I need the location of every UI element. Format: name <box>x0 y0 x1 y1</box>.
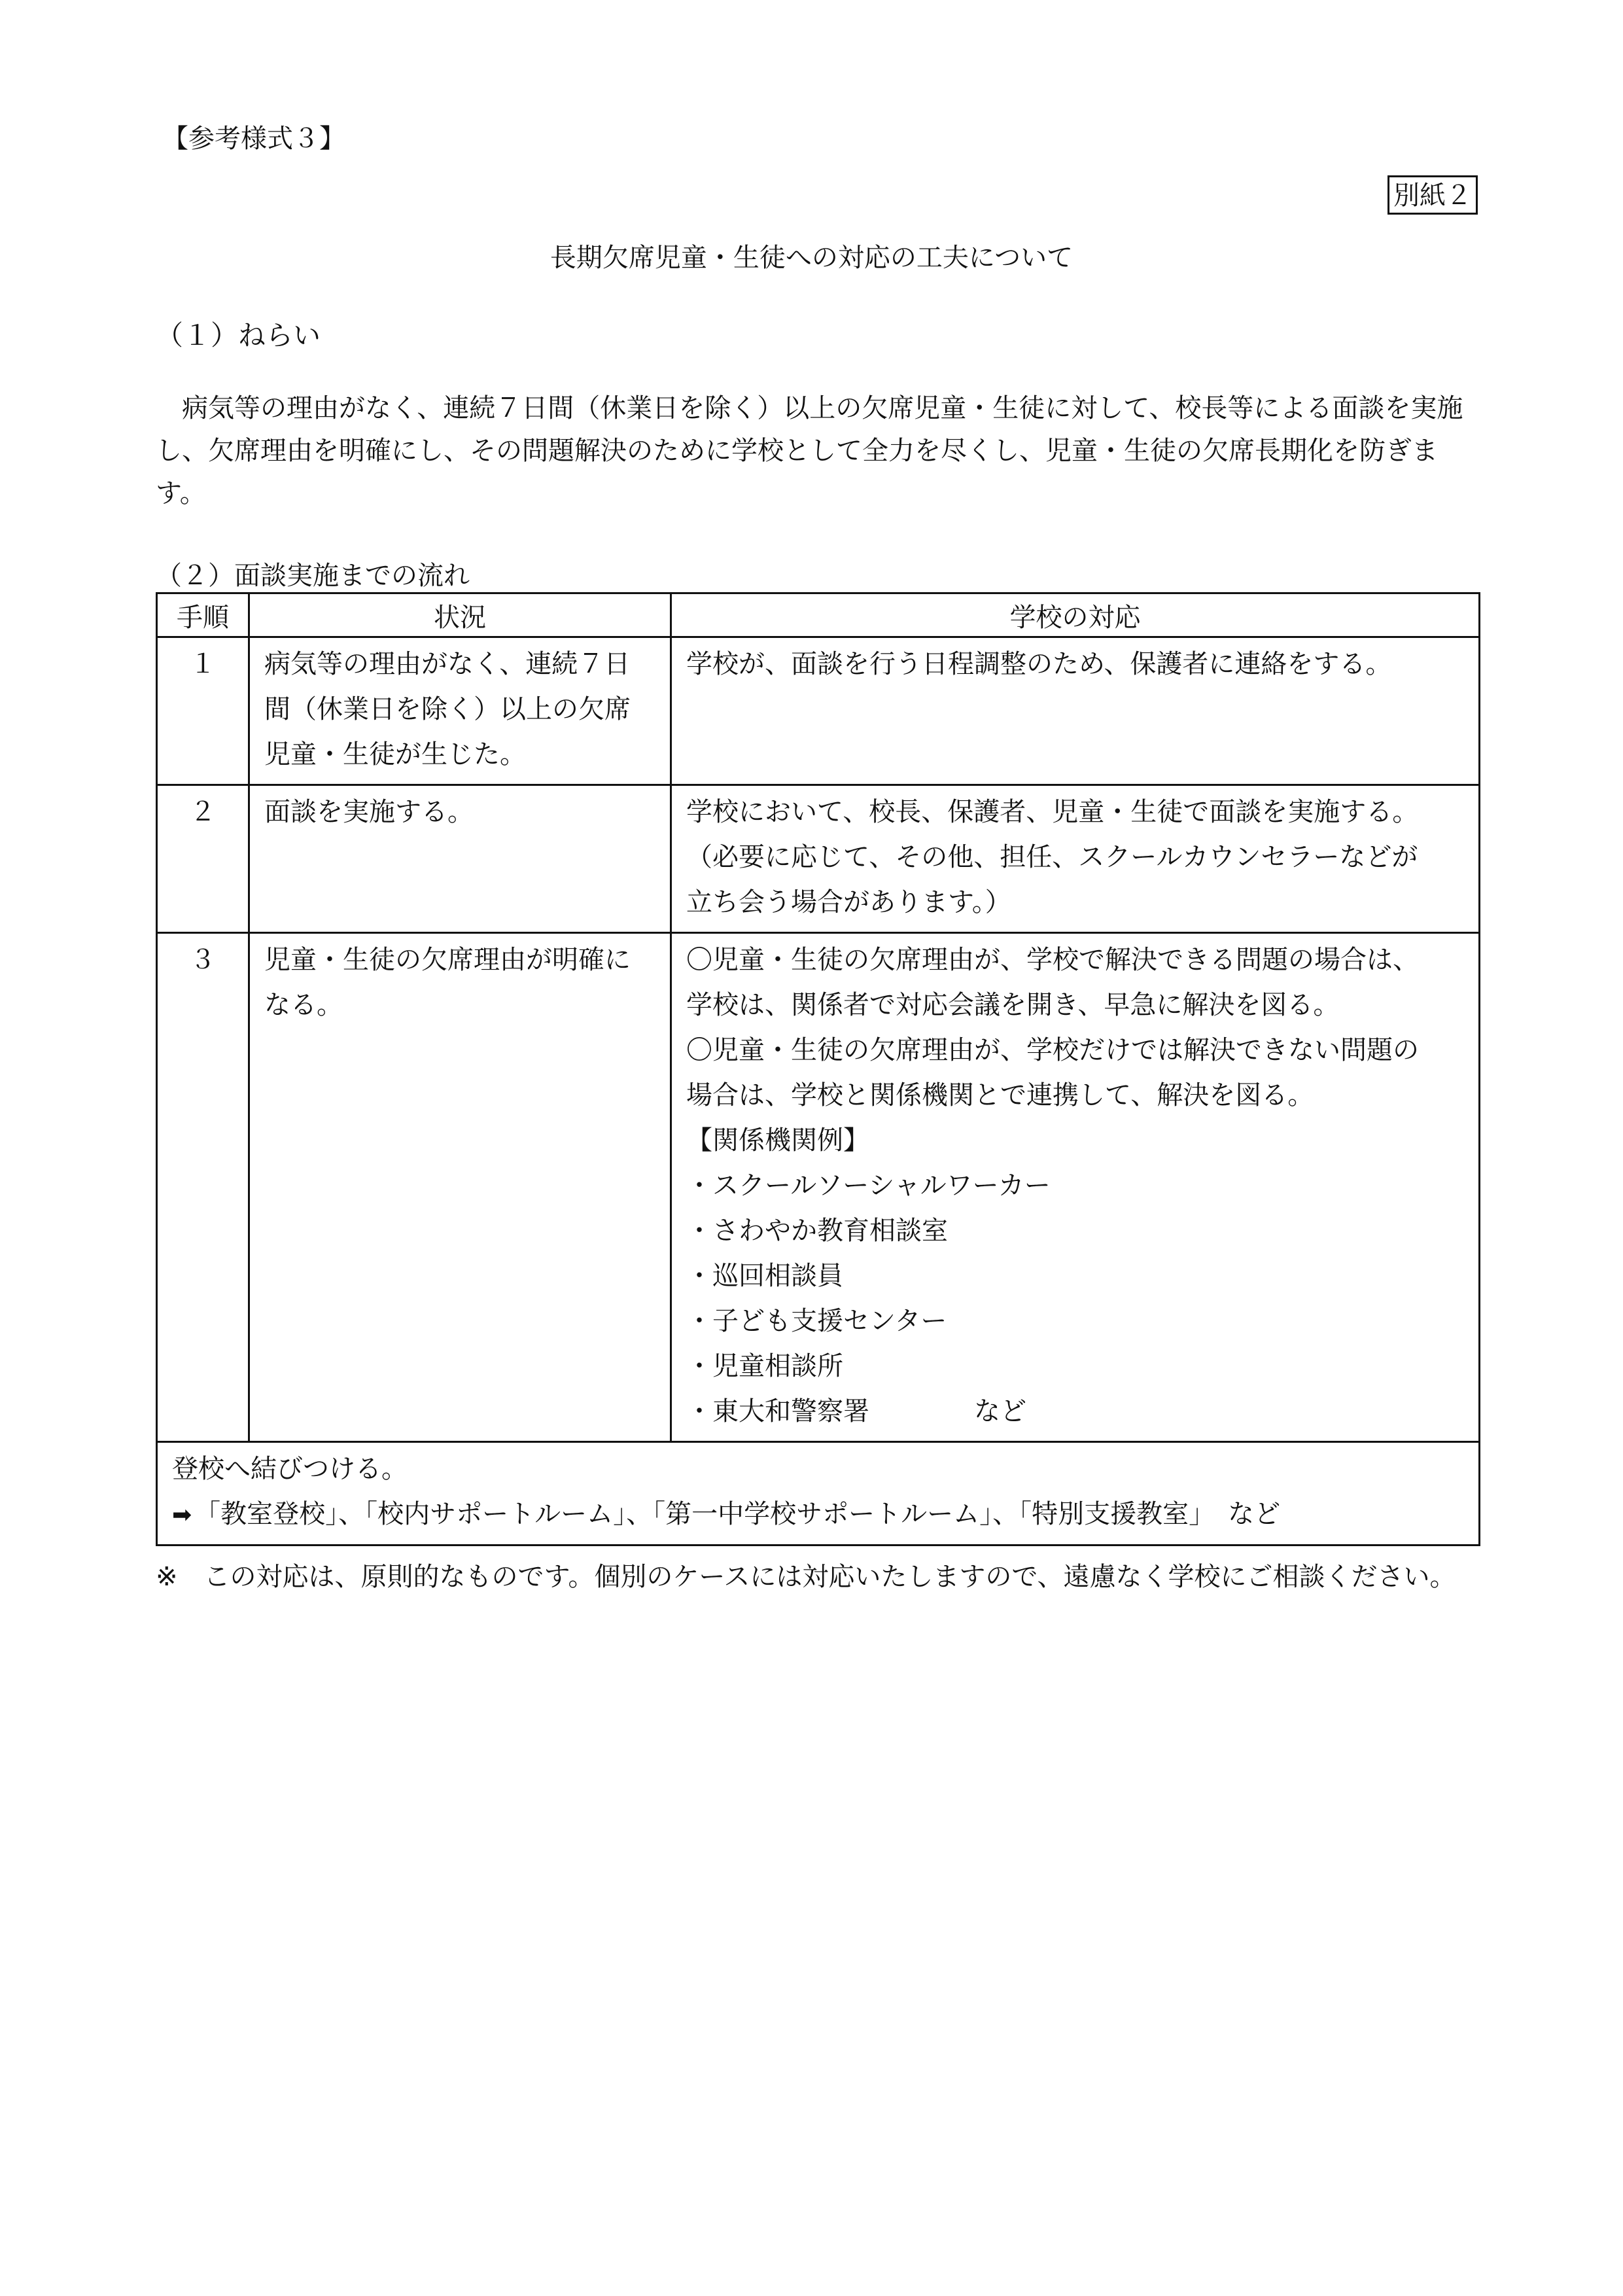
footer-options-text: 「教室登校」、「校内サポートルーム」、「第一中学校サポートルーム」、「特別支援教室」 など <box>194 1499 1281 1529</box>
situation-line: 間（休業日を除く）以上の欠席 <box>264 694 631 724</box>
footer-options-line <box>172 1492 1468 1538</box>
column-header-step: 手順 <box>157 593 249 637</box>
column-header-situation: 状況 <box>249 593 671 637</box>
step-cell: ３ <box>157 933 249 1442</box>
right-arrow-icon: ➡ <box>172 1502 192 1528</box>
situation-line: なる。 <box>264 990 343 1020</box>
response-line: 学校において、校長、保護者、児童・生徒で面談を実施する。 <box>686 797 1419 827</box>
section-flow-heading: （２）面談実施までの流れ <box>156 561 470 591</box>
document-title: 長期欠席児童・生徒への対応の工夫について <box>550 243 1073 273</box>
response-line: 〇児童・生徒の欠席理由が、学校で解決できる問題の場合は、 <box>686 945 1419 975</box>
agency-item: ・スクールソーシャルワーカー <box>686 1171 1051 1201</box>
agency-item: ・巡回相談員 <box>686 1261 843 1291</box>
flow-table <box>156 592 1480 1546</box>
reference-form-label: 【参考様式３】 <box>162 124 345 154</box>
table-row <box>157 933 1480 1442</box>
response-line: （必要に応じて、その他、担任、スクールカウンセラーなどが <box>686 842 1418 872</box>
agency-item: ・子ども支援センター <box>686 1306 947 1336</box>
situation-line: 児童・生徒の欠席理由が明確に <box>264 945 631 975</box>
response-line: 〇児童・生徒の欠席理由が、学校だけでは解決できない問題の <box>686 1035 1419 1065</box>
situation-line: 児童・生徒が生じた。 <box>264 739 526 769</box>
section-purpose-heading: （１）ねらい <box>156 319 321 351</box>
situation-line: 面談を実施する。 <box>264 797 474 827</box>
situation-cell <box>249 933 671 1442</box>
response-cell <box>671 637 1480 785</box>
agency-item: ・児童相談所 <box>686 1351 843 1381</box>
table-footer-row <box>157 1442 1480 1545</box>
table-row <box>157 785 1480 933</box>
response-cell <box>671 785 1480 933</box>
section-purpose-body: 病気等の理由がなく、連続７日間（休業日を除く）以上の欠席児童・生徒に対して、校長等による面談を実施し、欠席理由を明確にし、その問題解決のために学校として全力を尽くし、児童・生徒の欠席長期化を防ぎます。 <box>156 393 1463 508</box>
situation-cell <box>249 637 671 785</box>
response-cell <box>671 933 1480 1442</box>
step-cell: １ <box>157 637 249 785</box>
footnote: ※ この対応は、原則的なものです。個別のケースには対応いたしますので、遠慮なく学校にご相談ください。 <box>156 1562 1456 1592</box>
agency-item: ・さわやか教育相談室 <box>686 1216 948 1246</box>
situation-line: 病気等の理由がなく、連続７日 <box>264 649 631 679</box>
related-agencies-heading: 【関係機関例】 <box>686 1125 869 1156</box>
footer-cell <box>157 1442 1480 1545</box>
table-row <box>157 637 1480 785</box>
column-header-response: 学校の対応 <box>671 593 1480 637</box>
attachment-label: 別紙２ <box>1387 175 1478 215</box>
response-line: 立ち会う場合があります。） <box>686 887 1011 917</box>
response-line: 学校が、面談を行う日程調整のため、保護者に連絡をする。 <box>686 649 1392 679</box>
response-line: 場合は、学校と関係機関とで連携して、解決を図る。 <box>686 1080 1314 1110</box>
agency-item: ・東大和警察署 など <box>686 1396 1026 1426</box>
response-line: 学校は、関係者で対応会議を開き、早急に解決を図る。 <box>686 990 1340 1020</box>
situation-cell <box>249 785 671 933</box>
footer-line: 登校へ結びつける。 <box>172 1454 408 1484</box>
table-header-row <box>157 593 1480 637</box>
step-cell: ２ <box>157 785 249 933</box>
